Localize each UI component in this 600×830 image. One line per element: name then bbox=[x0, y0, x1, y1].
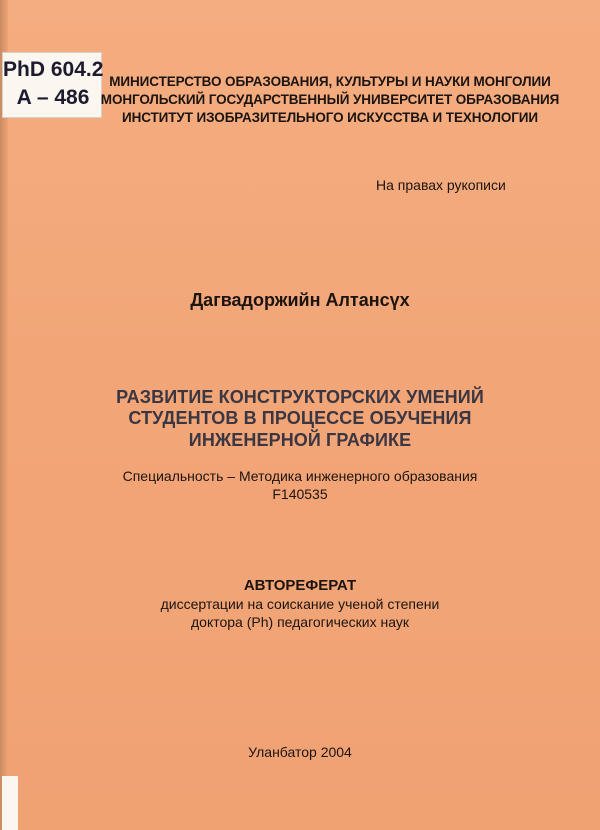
abstract-heading: АВТОРЕФЕРАТ bbox=[243, 577, 357, 594]
sticker-remnant bbox=[2, 776, 18, 830]
specialty-code: F140535 bbox=[272, 486, 328, 502]
specialty-line: Специальность – Методика инженерного образования bbox=[122, 468, 478, 484]
library-call-number-label bbox=[2, 52, 102, 118]
dissertation-title-line-2: СТУДЕНТОВ В ПРОЦЕССЕ ОБУЧЕНИЯ bbox=[128, 408, 472, 428]
manuscript-rights-note: На правах рукописи bbox=[376, 177, 506, 193]
university-name: МОНГОЛЬСКИЙ ГОСУДАРСТВЕННЫЙ УНИВЕРСИТЕТ ОБРАЗОВАНИЯ bbox=[100, 92, 560, 107]
place-and-year: Уланбатор 2004 bbox=[248, 744, 352, 760]
dissertation-title-line-3: ИНЖЕНЕРНОЙ ГРАФИКЕ bbox=[188, 430, 412, 450]
institute-name: ИНСТИТУТ ИЗОБРАЗИТЕЛЬНОГО ИСКУССТВА И ТЕХНОЛОГИИ bbox=[121, 110, 539, 125]
author-name: Дагвадоржийн Алтансүх bbox=[190, 290, 410, 310]
dissertation-title-line-1: РАЗВИТИЕ КОНСТРУКТОРСКИХ УМЕНИЙ bbox=[116, 387, 484, 407]
degree-line-2: доктора (Ph) педагогических наук bbox=[190, 614, 409, 630]
degree-line-1: диссертации на соискание ученой степени bbox=[160, 596, 440, 612]
ministry-name: МИНИСТЕРСТВО ОБРАЗОВАНИЯ, КУЛЬТУРЫ И НАУКИ МОНГОЛИИ bbox=[109, 74, 551, 89]
call-number-line-2: A – 486 bbox=[16, 86, 90, 109]
call-number-line-1: PhD 604.2 bbox=[3, 58, 104, 81]
